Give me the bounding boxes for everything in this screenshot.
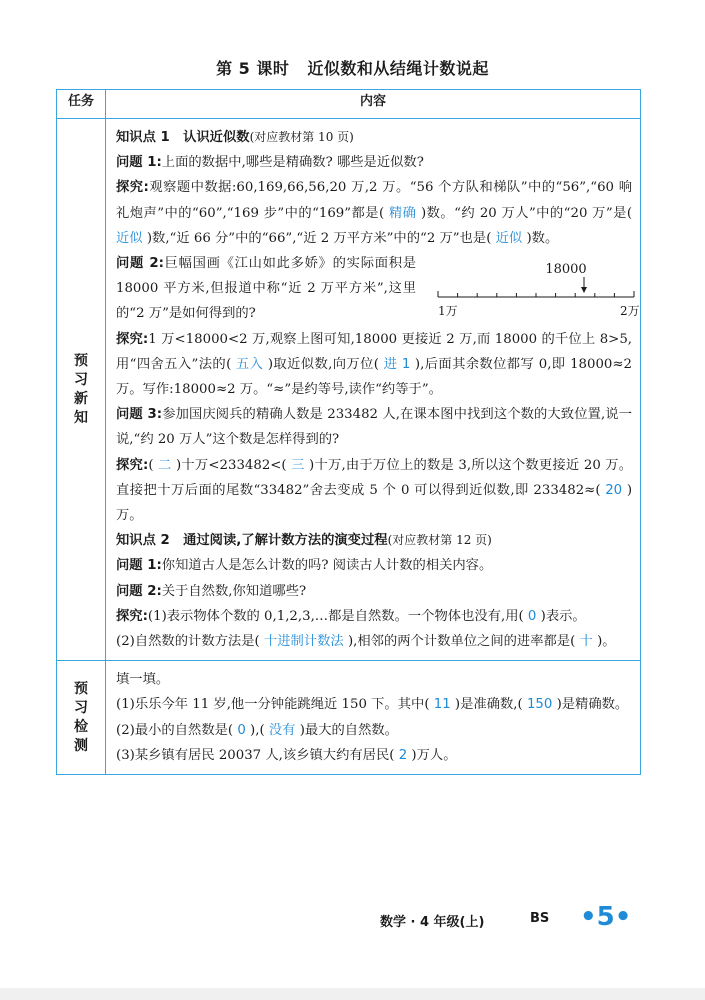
check-content (106, 661, 641, 775)
check-item-3: (3)某乡镇有居民 20037 人,该乡镇大约有居民( 2 )万人。 (116, 747, 457, 763)
explore-3: 探究:( 二 )十万<233482<( 三 )十万,由于万位上的数是 3,所以这个数更接近 20 万。直接把十万后面的尾数“33482”舍去变成 5 个 0 可以得到近似数,即 233482≈( 20 )万。 (116, 457, 633, 524)
check-item-2: (2)最小的自然数是( 0 ),( 没有 )最大的自然数。 (116, 722, 398, 738)
question-5: 问题 2:关于自然数,你知道哪些? (116, 583, 307, 599)
bottom-bar (0, 988, 705, 1000)
answer-text: 0 (527, 608, 537, 624)
number-line-figure (434, 251, 644, 351)
lesson-number: 第 5 课时 (216, 59, 290, 78)
answer-text: 十进制计数法 (263, 634, 344, 650)
knowledge-point-2: 知识点 2 通过阅读,了解计数方法的演变过程(对应教材第 12 页) (116, 533, 492, 549)
check-intro: 填一填。 (116, 672, 170, 688)
question-2-block (116, 251, 640, 327)
answer-text: 精确 (388, 205, 417, 221)
answer-text: 五入 (235, 356, 264, 372)
knowledge-point-1: 知识点 1 认识近似数(对应教材第 10 页) (116, 130, 354, 145)
answer-text: 没有 (268, 722, 296, 738)
number-line-left-label: 1万 (438, 304, 458, 319)
answer-text: 20 (605, 482, 623, 498)
footer-edition: BS (530, 911, 550, 926)
header-task: 任务 (57, 90, 106, 119)
table-row (57, 661, 641, 775)
table-row (57, 119, 641, 661)
answer-text: 近似 (116, 230, 143, 246)
number-line-right-label: 2万 (620, 304, 640, 319)
table-header-row (57, 90, 641, 119)
explore-2: 探究:1 万<18000<2 万,观察上图可知,18000 更接近 2 万,而 18000 的千位上 8>5,用“四舍五入”法的( 五入 )取近似数,向万位( 进 1 ),后面其余数位都写 0,即 18000≈2 万。写作:18000≈2 万。“≈”是约等号,读作“约等于”。 (116, 331, 633, 398)
preview-content (106, 119, 641, 661)
section-label-cell (57, 119, 106, 661)
explore-1: 探究:观察题中数据:60,169,66,56,20 万,2 万。“56 个方队和梯队”中的“56”,“60 响礼炮声”中的“60”,“169 步”中的“169”都是( 精确 )数。“约 20 万人”中的“20 万”是( 近似 )数,“近 66 分”中的“66”,“近 2 万平方米”中的“2 万”也是( 近似 )数。 (116, 180, 633, 246)
page-footer (0, 902, 705, 936)
answer-text: 二 (158, 457, 172, 473)
answer-text: 十 (579, 634, 593, 650)
footer-subject: 数学 · 4 年级(上) (380, 915, 485, 930)
question-4: 问题 1:你知道古人是怎么计数的吗? 阅读古人计数的相关内容。 (116, 558, 493, 574)
explore-5: (2)自然数的计数方法是( 十进制计数法 ),相邻的两个计数单位之间的进率都是( 十 )。 (116, 634, 616, 650)
number-line-ticks (438, 291, 634, 297)
question-1: 问题 1:上面的数据中,哪些是精确数? 哪些是近似数? (116, 155, 424, 171)
answer-text: 11 (433, 697, 451, 713)
explore-4: 探究:(1)表示物体个数的 0,1,2,3,…都是自然数。一个物体也没有,用( 0 )表示。 (116, 608, 586, 624)
answer-text: 2 (398, 747, 408, 763)
page-title (0, 56, 705, 79)
header-content: 内容 (106, 90, 641, 119)
answer-text: 三 (291, 457, 305, 473)
lesson-topic: 近似数和从结绳计数说起 (307, 59, 489, 78)
page-number: •5• (580, 902, 632, 932)
answer-text: 0 (237, 722, 246, 738)
check-item-1: (1)乐乐今年 11 岁,他一分钟能跳绳近 150 下。其中( 11 )是准确数,( 150 )是精确数。 (116, 697, 629, 713)
question-2: 问题 2:巨幅国画《江山如此多娇》的实际面积是 18000 平方米,但报道中称“近 2 万平方米”,这里的“2 万”是如何得到的? (116, 256, 417, 322)
arrow-head-icon (581, 287, 587, 293)
content-table (56, 89, 641, 775)
question-3: 问题 3:参加国庆阅兵的精确人数是 233482 人,在课本图中找到这个数的大致位置,说一说,“约 20 万人”这个数是怎样得到的? (116, 407, 632, 448)
section-label-preview: 预习新知 (74, 352, 88, 426)
number-line-mark-label: 18000 (545, 262, 587, 278)
answer-text: 近似 (495, 230, 523, 246)
section-label-check: 预习检测 (74, 680, 88, 754)
section-label-cell (57, 661, 106, 775)
answer-text: 150 (526, 697, 553, 713)
answer-text: 进 1 (383, 356, 411, 372)
